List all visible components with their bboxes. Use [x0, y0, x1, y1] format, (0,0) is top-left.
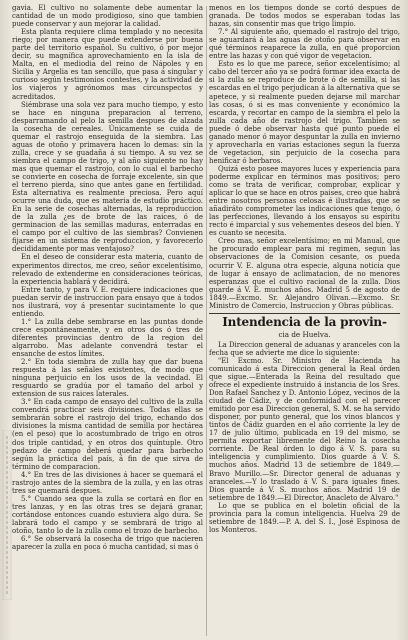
paragraph: menos en los tiempos donde se cortó despues de granada. De todos modos se esperaban todas las hazas, sin consentir mas que trigo limpio.	[209, 4, 400, 29]
right-column	[209, 4, 400, 636]
paragraph: Creo mas, señor excelentísimo; en mi Manual, que he procurado emplear para mi regimen, segun las observaciones de la Comision cesante, os pueda ocurrir V. E. alguna otra especie, alguna noticia que de lugar á ensayo de aclimatacion, de no menores esperanzas que el cultivo racional de la zulla. Dios guarde á V. E. muchos años. Madrid 5 de agosto de 1849.—Excmo. Sr. Alejandro Olivan.—Excmo. Sr. Ministro de Comercio, Instruccion y Obras públicas.	[209, 237, 400, 310]
paragraph: 2.° En toda siembra de zulla hay que dar buena respuesta á las señales existentes, de modo que ninguna perjuicio en los usos de la vecindad. El resguardo se gradúa por el tamaño del arbol y extension de sus raices laterales.	[12, 358, 203, 399]
paragraph: 1.° La zulla debe sembrarse en las puntas donde crece espontáneamente, y en otros dos ó tres de diferentes provincias dentro de la region del algarrobo. Mas adelante convendrá testar el ensanche de estos límites.	[12, 317, 203, 359]
library-watermark	[2, 430, 12, 600]
paragraph: Quizá esto posee mayores luces y experiencia para poderme explicar en términos mas positivos; pero como se trata de verificar, comprobar, explicar y aplicar lo que se hace en otros paises, creo que habrá entre nosotros personas celosas é ilustradas, que se añadiráto comprometer las indicaciones que tengo, ó las perfecciones, llevando á los ensayos su espíritu recto é imparcial y sus vehementes deseos del bien. Y es cuanto se necesita.	[209, 164, 400, 238]
section-heading	[209, 313, 400, 339]
paragraph: La Direccion general de aduanas y aranceles con la fecha que se advierte me dice lo siguiente:	[209, 340, 400, 357]
paragraph: 7.° Al siguiente año, quemado el rastrojo del trigo, se aguardará á las aguas de otoño para observar en qué términos reaparece la zulla, en qué proporcion entre las hazas y con qué vigor de vegetacion.	[209, 28, 400, 61]
paragraph: En el deseo de considerar esta materia, cuanto de experimentos directos, me creo, señor excelentísimo, relevado de extenderme en consideraciones teóricas, la experiencia hablará y decidirá.	[12, 253, 203, 286]
paragraph: Esto es lo que me parece, señor excelentísimo; al cabo del tercer año ya se podrá formar idea exacta de si la zulla se reproduce de brote ó de semilla, si las escardas en el trigo perjudican á la alternativa que se apetece, y si realmente pueden dejarse mil marchar las cosas, ó si es mas conveniente y económico la escarda, y recortar en campo de la siembra el pelo la zulla cada año de rastrojo del trigo. Tambien se puede ó debe observar hasta qué punto puede el ganado menor ó mayor despuntar la zulla en invierno y aprovecharla en varias estaciones segun la fuerza de vegetacion, sin perjuicio de la cosecha para henificar ó herbaros.	[209, 60, 400, 165]
text-columns	[12, 4, 400, 636]
column-divider	[206, 6, 207, 636]
paragraph: 6.° Se observará la cosecha de trigo que nacieren aparecer la zulla en poca ó mucha cantidad, si mas ó	[12, 535, 203, 552]
paragraph: Lo que se publica en el boletin oficial de la provincia para la comun inteligencia. Huelva 29 de setiembre de 1849.—P. A. del S. I., José Espinosa de los Monteros.	[209, 501, 400, 534]
paragraph: 3.° En cada campo de ensayo del cultivo de la zulla convendrá practicar seis divisiones. Todas ellas se sembrarán sobre el rastrojo del trigo, echando dos divisiones la misma cantidad de semilla por hectárea (en el peso) que lo acostumbrado de trigo en otros dos triple cantidad, y en otros dos quíntuple. Otro pedazo de campo deberá quedar para barbecho según la práctica del país, á fin de que sirva de término de comparacion.	[12, 398, 203, 471]
paragraph: Entre tanto, y para V. E. requiere indicaciones que puedan servir de instruccion para ensayo que á todos nos ilustrará, voy á presentar sucintamente lo que entiendo.	[12, 285, 203, 318]
right-column-bottom	[209, 341, 400, 534]
paragraph: gavia. El cultivo no solamente debe aumentar la cantidad de un modo prodigioso, sino que tambien puede conservar y aun mejorar la calidad.	[12, 4, 203, 29]
section-title: Intendencia de la provin-	[209, 313, 400, 329]
paragraph: 5.° Cuando sea que la zulla se cortará en flor en tres lanzas, y en las otras tres se dejará granar, cortándose entonces cuando estuviera algo dura. Se labrará todo el campo y se sembrará de trigo al otoño, tanto lo de la zulla como el trozo de barbecho.	[12, 494, 203, 536]
section-subtitle: cia de Huelva.	[278, 329, 331, 339]
paragraph: 4.° En tres de las divisiones á hacer se quemará el rastrojo antes de la siembra de la zulla, y en las otras tres se quemará despues.	[12, 470, 203, 495]
right-column-top	[209, 4, 400, 310]
paragraph: Esta planta requiere clima templado y no necesita riego; por manera que puede extenderse por buena parte del territorio español. Su cultivo, ó por mejor decir, su magnífica aprovechamiento en la isla de Malta, en el mediodia del reino de Nápoles y en Sicilia y Argelia es tan sencillo, que pasa á singular y curioso según testimonios contestes, y la actividad de los viajeros y agrónomos mas circunspectos y acreditados.	[12, 28, 203, 101]
paragraph: Siémbrase una sola vez para mucho tiempo, y esto se hace en ninguna preparacion al terreno, desparramando al pelo la semilla despues de alzada la cosecha de cereales. Únicamente se cuida de quemar el rastrojo enseguida de la siembra. Las aguas de otoño y primavera hacen lo demas: sin la zulla, crece y se guadaña á su tiempo. A su vez se siembra el campo de trigo, y al año siguiente no hay mas que quemar el rastrojo, con lo cual el barbecho se convierte en cosecha de forraje excelente, sin que el terreno pierda, sino que antes gane en fertilidad. Esta alternativa es realmente preciosa. Pero aquí ocurre una duda, que es materia de estudio práctico. En la serie de cosechas alternadas, la reproduccion de la zulla ¿es de brote de las raices, ó de germinacion de las semillas maduras, enterradas en el campo por el cultivo de las siembras? Convienen fijarse en un sistema de reproduccion, y favorecerlo decididamente por mas ventajoso?	[12, 100, 203, 254]
left-column	[12, 4, 203, 636]
paragraph: "El Excmo. Sr. Ministro de Hacienda ha comunicado á esta Direccion general la Real órden que sigue.—Enterada la Reina del resultado que ofrece el expediente instruido á instancia de los Sres. Don Rafael Sanchez y D. Antonio López, vecinos de la ciudad de Cádiz, y de conformidad con el parecer emitido por esa Direccion general, S. M. se ha servido disponer, por punto general, que los vinos blancos y tintos de Cádiz guarden en el año corriente la ley de 17 de julio último, publicada en 19 del mismo, se permita exportar libremente del Reino la cosecha corriente. De Real órden lo digo á V. S. para su inteligencia y cumplimiento. Dios guarde á V. S. muchos años. Madrid 13 de setiembre de 1849.—Bravo Murillo.—Sr. Director general de aduanas y aranceles.—Y lo traslado á V. S. para iguales fines. Dios guarde á V. S. muchos años. Madrid 19 de setiembre de 1849.—El Director, Anacleto de Alvaro."	[209, 356, 400, 502]
